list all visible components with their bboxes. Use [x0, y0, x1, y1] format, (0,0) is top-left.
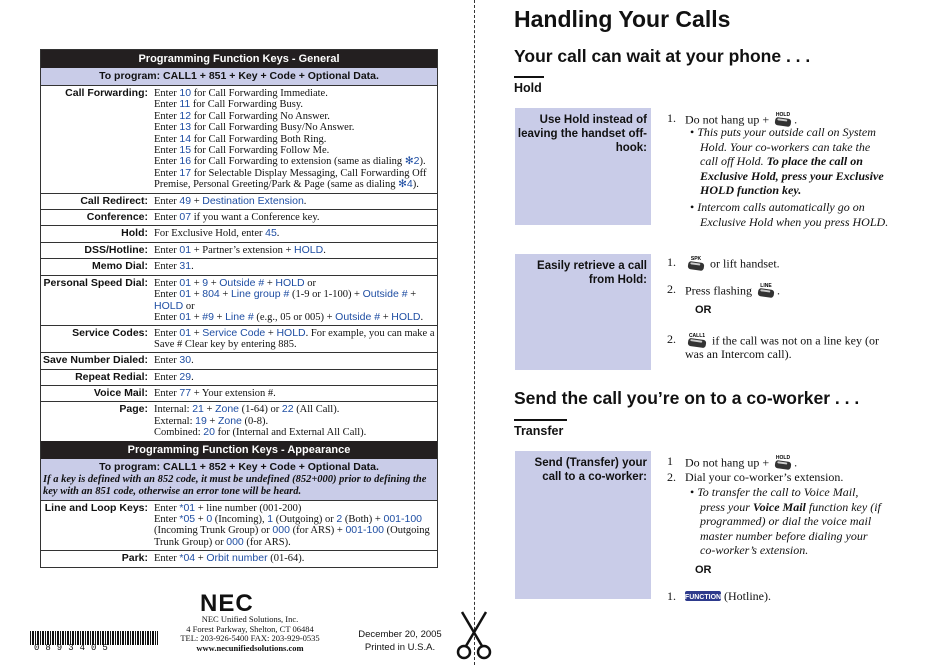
text-segment: +	[208, 277, 220, 289]
row-value	[151, 326, 438, 352]
text-segment: +	[191, 277, 203, 289]
row-label: Page:	[119, 403, 148, 416]
highlighted-value: ✻4	[398, 178, 413, 191]
value-line	[154, 289, 434, 300]
text-segment: Enter	[154, 277, 180, 289]
or-label: OR	[695, 304, 712, 316]
value-line	[154, 245, 434, 256]
text-segment: (1-64) or	[239, 404, 282, 416]
text-segment: ).	[412, 179, 419, 191]
program-instruction-851: To program: CALL1 + 851 + Key + Code + Optional Data.	[41, 68, 437, 86]
svg-text:HOLD: HOLD	[776, 112, 791, 118]
bullet-line	[700, 543, 808, 558]
highlighted-value: Zone	[217, 414, 242, 427]
highlighted-value: 000	[272, 524, 290, 537]
text-segment: Enter	[154, 261, 180, 273]
highlighted-value: Line group #	[230, 288, 290, 301]
nec-logo: NEC	[200, 590, 254, 617]
emphasis-text: Exclusive Hold, press your Exclusive	[700, 168, 884, 183]
value-line	[154, 340, 435, 350]
highlighted-value: Zone	[215, 403, 239, 416]
table-row	[41, 259, 437, 275]
text-segment: for Selectable Display Messaging, Call Forwarding Off	[191, 167, 427, 179]
highlighted-value: 01	[179, 276, 192, 289]
bullet-text: To transfer the call to Voice Mail,	[697, 485, 859, 499]
svg-text:FUNCTION: FUNCTION	[685, 593, 721, 601]
highlighted-value: Outside #	[219, 276, 265, 289]
appearance-rows	[41, 501, 437, 567]
text-segment: Enter	[154, 289, 180, 301]
value-line	[154, 156, 434, 167]
value-line	[154, 514, 434, 525]
bullet-line	[700, 154, 863, 169]
function-key-icon	[685, 590, 721, 606]
value-line	[154, 179, 434, 190]
text-segment: Enter	[154, 167, 180, 179]
text-segment: +	[265, 328, 277, 340]
value-line	[154, 355, 434, 366]
highlighted-value: ✻2	[404, 155, 420, 168]
highlighted-value: HOLD	[391, 310, 421, 323]
highlighted-value: 0	[206, 512, 213, 525]
text-segment: Enter	[154, 110, 180, 122]
bullet-text: press your	[700, 499, 753, 514]
row-value	[151, 86, 437, 193]
table-row	[41, 276, 437, 327]
text-segment: +	[195, 513, 207, 525]
text-segment: Combined:	[154, 427, 204, 439]
bullet-icon: •	[690, 200, 698, 214]
highlighted-value: 001-100	[383, 512, 423, 525]
text-segment: + line number (001-200)	[195, 502, 302, 514]
text-segment: +	[206, 415, 218, 427]
text-segment: Enter	[154, 244, 180, 256]
highlighted-value: HOLD	[276, 327, 306, 340]
highlighted-value: 29	[179, 370, 192, 383]
highlighted-value: 01	[179, 288, 192, 301]
highlighted-value: Outside #	[362, 288, 408, 301]
text-segment: .	[420, 311, 424, 323]
retrieve-step-2b-cont: was an Intercom call).	[685, 347, 792, 361]
bullet-line	[700, 169, 884, 184]
highlighted-value: 30	[179, 354, 192, 367]
row-label: Call Redirect:	[80, 194, 148, 207]
text-segment: (1-9 or 1-100) +	[289, 289, 363, 301]
programming-table	[40, 49, 438, 568]
text-segment: +	[203, 404, 216, 416]
program-line: To program: CALL1 + 852 + Key + Code + Optional Data.	[99, 460, 379, 473]
row-label: Hold:	[121, 227, 148, 240]
row-value	[151, 210, 437, 225]
value-line	[154, 537, 434, 548]
hold-box: Use Hold instead of leaving the handset off-hook:	[515, 108, 651, 225]
highlighted-value: HOLD	[294, 243, 324, 256]
general-rows	[41, 86, 437, 441]
text-segment: Enter	[154, 371, 180, 383]
text-segment: For Exclusive Hold, enter	[154, 228, 266, 240]
bullet-line	[700, 500, 881, 515]
text-segment: (01-64).	[267, 553, 305, 565]
highlighted-value: *05	[179, 512, 196, 525]
row-value	[151, 276, 437, 326]
bullet-text: Exclusive Hold when you press HOLD.	[700, 214, 889, 229]
table-row	[41, 326, 437, 353]
svg-text:HOLD: HOLD	[776, 455, 791, 461]
text-segment: Enter	[154, 88, 180, 99]
text-segment: . For example, you can make a	[305, 328, 435, 340]
highlighted-value: 45	[265, 227, 277, 240]
highlighted-value: 12	[179, 109, 192, 122]
text-segment: Enter	[154, 311, 180, 323]
row-value	[151, 386, 437, 401]
text-segment: +	[213, 311, 226, 323]
highlighted-value: HOLD	[275, 276, 305, 289]
row-label: Line and Loop Keys:	[44, 501, 148, 514]
row-value	[151, 259, 437, 274]
text-segment: (for ARS) +	[289, 525, 346, 537]
value-line	[154, 111, 434, 122]
svg-text:SPK: SPK	[690, 256, 702, 262]
value-line	[154, 196, 434, 207]
text-segment: .	[191, 261, 194, 273]
table-row	[41, 386, 437, 402]
text-segment: (Incoming Trunk Group) or	[154, 525, 273, 537]
address-line: TEL: 203-926-5400 FAX: 203-929-0535	[180, 633, 320, 643]
table-row	[41, 402, 437, 440]
table-row	[41, 551, 437, 566]
text-segment: for Call Forwarding No Answer.	[191, 110, 330, 122]
bullet-text: This puts your outside call on System	[697, 125, 876, 139]
text-segment: for Call Forwarding Follow Me.	[191, 145, 330, 157]
highlighted-value: 01	[179, 310, 192, 323]
value-line	[154, 228, 434, 239]
value-line	[154, 212, 434, 223]
bullet-line	[700, 514, 871, 529]
highlighted-value: 01	[179, 327, 192, 340]
section-hold-title: Your call can wait at your phone . . .	[514, 46, 811, 66]
text-segment: for Call Forwarding Busy.	[190, 99, 304, 111]
text-segment: +	[195, 553, 207, 565]
text-segment: .	[323, 244, 326, 256]
text-segment: for Call Forwarding Busy/No Answer.	[191, 122, 355, 134]
text-segment: if you want a Conference key.	[191, 212, 320, 224]
svg-text:LINE: LINE	[760, 283, 772, 289]
text-segment: Enter	[154, 328, 180, 340]
row-label: Voice Mail:	[93, 386, 148, 399]
text-segment: Enter	[154, 513, 180, 525]
text-segment: +	[219, 289, 231, 301]
text-segment: for (Internal and External All Call).	[214, 427, 367, 439]
table-row	[41, 194, 437, 210]
text-segment: Enter	[154, 133, 180, 145]
text-segment: +	[191, 328, 203, 340]
text-segment: (Both) +	[342, 513, 384, 525]
highlighted-value: 9	[202, 276, 209, 289]
table-row	[41, 226, 437, 242]
text-segment: Trunk Group) or	[154, 536, 227, 548]
text-segment: (Outgoing	[384, 525, 430, 537]
highlighted-value: 20	[203, 426, 215, 439]
text-segment: Enter	[154, 387, 180, 399]
highlighted-value: 31	[179, 260, 192, 273]
program-warning: If a key is defined with an 852 code, it must be undefined (852+000) prior to defining the key with an 851 code, otherwise an error tone will be heard.	[43, 473, 427, 497]
text-segment: External:	[154, 415, 196, 427]
text-segment: +	[191, 289, 203, 301]
text-segment: Save # Clear key by entering 885.	[154, 338, 297, 350]
value-line	[154, 553, 434, 564]
table-row	[41, 353, 437, 369]
row-label: Memo Dial:	[91, 260, 148, 273]
highlighted-value: 22	[281, 403, 294, 416]
row-label: Save Number Dialed:	[42, 354, 148, 367]
text-segment: .	[191, 355, 194, 367]
value-line	[154, 525, 434, 536]
text-segment: +	[191, 195, 203, 207]
text-segment: Enter	[154, 145, 180, 157]
print-date	[345, 628, 455, 654]
bullet-icon: •	[690, 485, 698, 499]
program-instruction-852	[41, 459, 437, 501]
value-line	[154, 312, 434, 323]
highlighted-value: HOLD	[154, 299, 184, 312]
bullet-line	[700, 140, 870, 155]
text-segment: (All Call).	[293, 404, 340, 416]
text-segment: Internal:	[154, 404, 193, 416]
text-segment: + Your extension #.	[191, 387, 276, 399]
table-row	[41, 243, 437, 259]
row-value	[151, 243, 437, 258]
highlighted-value: 1	[267, 512, 274, 525]
emphasis-text: HOLD function key.	[700, 183, 802, 197]
highlighted-value: Service Code	[202, 327, 266, 340]
highlighted-value: Outside #	[335, 310, 381, 323]
row-label: Park:	[121, 552, 148, 565]
text-segment: Enter	[154, 502, 180, 514]
value-line	[154, 145, 434, 156]
text-segment: ).	[419, 156, 426, 168]
highlighted-value: 17	[179, 166, 192, 179]
bullet-line	[690, 200, 865, 215]
text-segment: Enter	[154, 99, 180, 111]
text-segment: +	[407, 289, 417, 301]
or-label-2: OR	[695, 564, 712, 576]
row-label: Service Codes:	[72, 327, 148, 340]
emphasis-text: Voice Mail	[752, 499, 806, 514]
text-segment: Enter	[154, 212, 180, 224]
text-segment: Enter	[154, 122, 180, 134]
bullet-icon: •	[690, 125, 698, 139]
barcode-number: 0893405	[34, 643, 114, 653]
section-transfer-title: Send the call you’re on to a co-worker . . .	[514, 388, 860, 408]
page-title: Handling Your Calls	[514, 6, 731, 32]
row-label: DSS/Hotline:	[84, 243, 148, 256]
highlighted-value: 07	[179, 211, 192, 224]
bullet-text: function key (if	[805, 499, 881, 514]
row-label: Personal Speed Dial:	[43, 276, 148, 289]
row-label: Repeat Redial:	[75, 370, 148, 383]
scissors-icon	[452, 610, 496, 660]
highlighted-value: #9	[202, 310, 214, 323]
highlighted-value: 16	[179, 155, 192, 168]
row-value	[151, 370, 437, 385]
text-segment: + Partner’s extension +	[191, 244, 294, 256]
row-value	[151, 402, 437, 440]
table-row	[41, 370, 437, 386]
text-segment: +	[264, 277, 276, 289]
value-line	[154, 88, 434, 99]
cut-line	[474, 0, 475, 665]
text-segment: Enter	[154, 553, 180, 565]
highlighted-value: 14	[179, 132, 192, 145]
table-row	[41, 501, 437, 552]
value-line	[154, 99, 434, 110]
subheading-hold: Hold	[514, 76, 544, 95]
highlighted-value: 000	[226, 535, 244, 548]
highlighted-value: 77	[179, 386, 192, 399]
text-segment: (Incoming),	[212, 513, 268, 525]
bullet-text: Hold. Your co-workers can take the	[700, 139, 871, 154]
line-key-icon	[755, 282, 777, 302]
value-line	[154, 416, 434, 427]
retrieve-box: Easily retrieve a call from Hold:	[515, 254, 651, 370]
highlighted-value: 001-100	[345, 524, 385, 537]
text-segment: (Outgoing) or	[273, 513, 337, 525]
text-segment: Enter	[154, 355, 180, 367]
row-value	[151, 551, 437, 566]
value-line	[154, 261, 434, 272]
value-line	[154, 372, 434, 383]
value-line	[154, 122, 434, 133]
highlighted-value: 10	[179, 87, 192, 99]
text-segment: (e.g., 05 or 005) +	[253, 311, 336, 323]
highlighted-value: 01	[179, 243, 192, 256]
bullet-line	[690, 485, 858, 500]
table-header-general: Programming Function Keys - General	[41, 50, 437, 68]
text-segment: Enter	[154, 195, 180, 207]
row-value	[151, 501, 437, 551]
text-segment: +	[191, 311, 203, 323]
text-segment: +	[380, 311, 392, 323]
highlighted-value: 21	[192, 403, 204, 416]
table-row	[41, 86, 437, 194]
text-segment: or	[304, 277, 316, 289]
text-segment: .	[303, 195, 307, 207]
row-value	[151, 353, 437, 368]
highlighted-value: Destination Extension	[202, 194, 304, 207]
text-segment: (for ARS).	[243, 536, 291, 548]
text-segment: for Call Forwarding Immediate.	[191, 88, 328, 99]
highlighted-value: 19	[195, 414, 207, 427]
value-line	[154, 134, 434, 145]
highlighted-value: *01	[179, 501, 196, 514]
highlighted-value: 13	[179, 121, 192, 134]
bullet-text: call off Hold.	[700, 154, 767, 168]
text-segment: for Call Forwarding to extension (same as dialing	[191, 156, 405, 168]
bullet-text: Intercom calls automatically go on	[697, 200, 865, 214]
bullet-line	[690, 125, 876, 140]
bullet-line	[700, 183, 801, 198]
bullet-line	[700, 215, 888, 230]
highlighted-value: 15	[179, 144, 192, 157]
value-line	[154, 168, 434, 179]
row-value	[151, 226, 437, 241]
emphasis-text: To place the call on	[766, 154, 863, 168]
text-segment: Premise, Personal Greeting/Park & Page (same as dialing	[154, 179, 399, 191]
row-label: Call Forwarding:	[65, 87, 148, 99]
bullet-text: programmed) or dial the voice mail	[700, 514, 872, 528]
table-row	[41, 210, 437, 226]
value-line	[154, 427, 434, 438]
highlighted-value: Line #	[225, 310, 254, 323]
date-text: December 20, 2005	[358, 629, 442, 640]
row-label: Conference:	[86, 211, 148, 224]
highlighted-value: *04	[179, 552, 196, 565]
spk-key-icon	[685, 255, 707, 275]
address-line: 4 Forest Parkway, Shelton, CT 06484	[186, 623, 314, 634]
row-value	[151, 194, 437, 209]
transfer-box: Send (Transfer) your call to a co-worker:	[515, 451, 651, 599]
company-address	[160, 615, 340, 653]
table-header-appearance: Programming Function Keys - Appearance	[41, 441, 437, 459]
text-segment: Enter	[154, 156, 180, 168]
text-segment: .	[276, 228, 280, 240]
bullet-text: co-worker’s extension.	[700, 543, 809, 557]
bullet-text: master number before dialing your	[700, 528, 868, 543]
highlighted-value: 804	[202, 288, 220, 301]
highlighted-value: Orbit number	[206, 552, 268, 565]
text-segment: .	[191, 371, 194, 383]
bullet-line	[700, 529, 868, 544]
highlighted-value: 11	[179, 98, 191, 111]
website: www.necunifiedsolutions.com	[196, 642, 304, 653]
highlighted-value: 2	[336, 512, 343, 525]
address-line: NEC Unified Solutions, Inc.	[201, 614, 299, 624]
highlighted-value: 49	[179, 194, 192, 207]
subheading-transfer: Transfer	[514, 419, 567, 438]
text-segment: (0-8).	[241, 415, 269, 427]
svg-text:CALL1: CALL1	[688, 333, 706, 339]
text-segment: or	[183, 300, 195, 312]
printed-text: Printed in U.S.A.	[364, 642, 436, 653]
value-line	[154, 388, 434, 399]
text-segment: for Call Forwarding Both Ring.	[191, 133, 327, 145]
